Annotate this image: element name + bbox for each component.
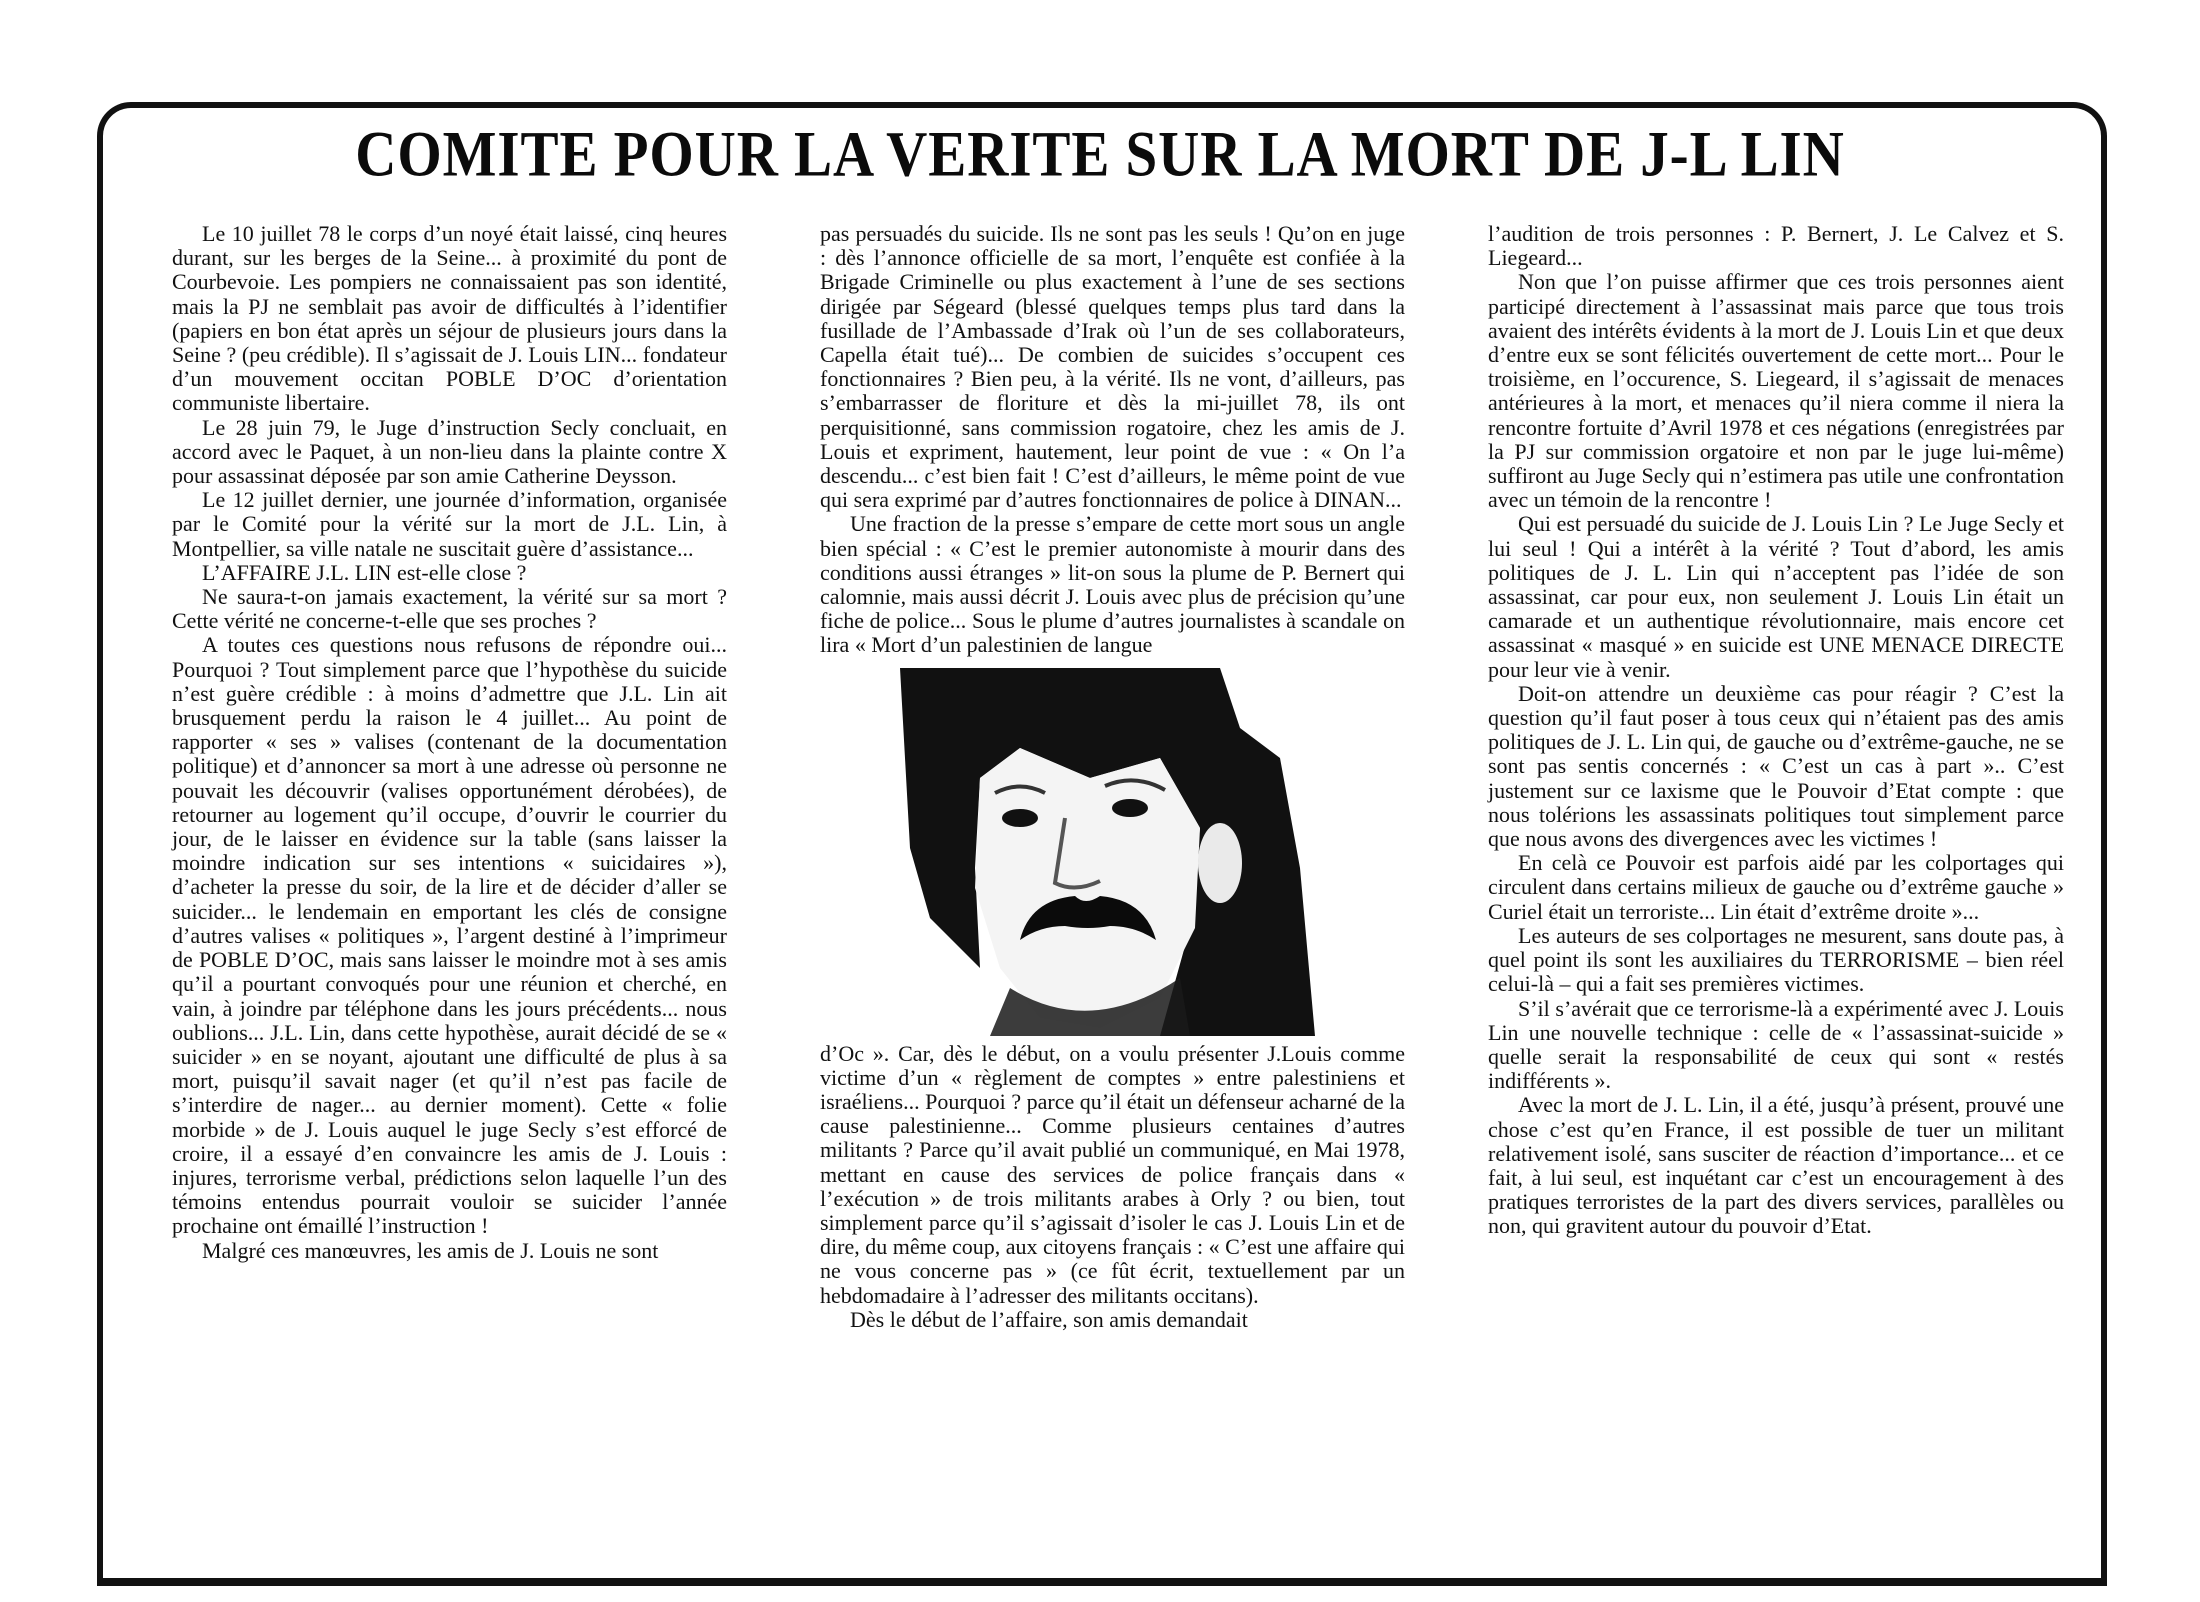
paragraph: Le 10 juillet 78 le corps d’un noyé était laissé, cinq heures durant, sur les berges de la Seine... à proximité du pont de Courbevoie. Les pompiers ne connaissaient pas son identité, mais la PJ ne semblait pas avoir de difficultés à l’identifier (papiers en bon état après un séjour de plusieurs jours dans la Seine ? (peu crédible). Il s’agissait de J. Louis LIN... fondateur d’un mouvement occitan POBLE D’OC d’orientation communiste libertaire. — [172, 221, 727, 416]
paragraph: Le 12 juillet dernier, une journée d’information, organisée par le Comité pour la vérité sur la mort de J.L. Lin, à Montpellier, sa ville natale ne suscitait guère d’assistance... — [172, 487, 727, 561]
column-2 — [820, 222, 1405, 1332]
article-headline: COMITE POUR LA VERITE SUR LA MORT DE J-L LIN — [355, 119, 1845, 191]
paragraph: Malgré ces manœuvres, les amis de J. Louis ne sont — [202, 1237, 659, 1263]
portrait-image-icon — [860, 668, 1320, 1036]
paragraph: Ne saura-t-on jamais exactement, la vérité sur sa mort ? Cette vérité ne concerne-t-elle que ses proches ? — [172, 584, 727, 634]
column-1 — [172, 222, 727, 1263]
paragraph: l’audition de trois personnes : P. Bernert, J. Le Calvez et S. Liegeard... — [1488, 221, 2064, 271]
paragraph: Le 28 juin 79, le Juge d’instruction Secly concluait, en accord avec le Paquet, à un non-lieu dans la plainte contre X pour assassinat déposée par son amie Catherine Deysson. — [172, 414, 727, 489]
paragraph: pas persuadés du suicide. Ils ne sont pas les seuls ! Qu’on en juge : dès l’annonce officielle de sa mort, l’enquête est confiée à la Brigade Criminelle ou plus exactement à l’une de ses sections dirigée par Ségeard (blessé quelques temps plus tard dans la fusillade de l’Ambassade d’Irak où l’un de ses collaborateurs, Capella était tué)... De combien de suicides s’occupent ces fonctionnaires ? Bien peu, à la vérité. Ils ne vont, d’ailleurs, pas s’embarrasser de floriture et dès la mi-juillet 78, ils ont perquisitionné, sans commission rogatoire, chez les amis de J. Louis et expriment, hautement, leur point de vue : « On l’a descendu... c’est bien fait ! C’est d’ailleurs, le même point de vue qui sera exprimé par d’autres fonctionnaires de police à DINAN... — [820, 221, 1405, 513]
column-3 — [1488, 222, 2064, 1239]
paragraph: Les auteurs de ses colportages ne mesurent, sans doute pas, à quel point ils sont les auxiliaires du TERRORISME – bien réel celui-là – qui a fait ses premières victimes. — [1488, 922, 2064, 997]
paragraph: Qui est persuadé du suicide de J. Louis Lin ? Le Juge Secly et lui seul ! Qui a intérêt à la vérité ? Tout d’abord, les amis politiques de J. L. Lin qui n’acceptent pas l’idée de son assassinat, car pour eux, non seulement J. Louis Lin était un camarade et un authentique révolutionnaire, mais encore cet assassinat « masqué » en suicide est UNE MENACE DIRECTE pour leur vie à venir. — [1488, 511, 2064, 682]
paragraph: En celà ce Pouvoir est parfois aidé par les colportages qui circulent dans certains milieux de gauche ou d’extrême gauche » Curiel était un terroriste... Lin était d’extrême droite »... — [1488, 850, 2064, 924]
paragraph: Dès le début de l’affaire, son amis demandait — [850, 1306, 1248, 1332]
paragraph: Non que l’on puisse affirmer que ces trois personnes aient participé directement à l’assassinat mais parce que tous trois avaient des intérêts évidents à la mort de J. Louis Lin et que deux d’entre eux se sont félicités ouvertement de cette mort... Pour le troisième, en l’occurence, S. Liegeard, il s’agissait de menaces antérieures à la mort, et menaces qu’il niera comme il niera la rencontre fortuite d’Avril 1978 et ces négations (enregistrées par la PJ sur commission orgatoire et non par le juge lui-même) suffiront au Juge Secly qui n’estimera pas utile une confrontation avec un témoin de la rencontre ! — [1488, 269, 2064, 513]
paragraph: d’Oc ». Car, dès le début, on a voulu présenter J.Louis comme victime d’un « règlement de comptes » entre palestiniens et israéliens... Pourquoi ? parce qu’il était un défenseur acharné de la cause palestinienne... Comme plusieurs centaines d’autres militants ? Parce qu’il avait publié un communiqué, en Mai 1978, mettant en cause des services de police français dans « l’exécution » de trois militants arabes à Orly ? ou bien, tout simplement parce qu’il s’agissait d’isoler le cas J. Louis Lin et de dire, du même coup, aux citoyens français : « C’est une affaire qui ne vous concerne pas » (ce fût écrit, textuellement par un hebdomadaire à l’adresser des militants occitans). — [820, 1040, 1405, 1308]
portrait-photo — [860, 668, 1320, 1036]
paragraph: S’il s’avérait que ce terrorisme-là a expérimenté avec J. Louis Lin une nouvelle technique : celle de « l’assassinat-suicide » quelle serait la responsabilité de ceux qui sont « restés indifférents ». — [1488, 995, 2064, 1094]
paragraph: Une fraction de la presse s’empare de cette mort sous un angle bien spécial : « C’est le premier autonomiste à mourir dans des conditions aussi étranges » lit-on sous la plume de P. Bernert qui calomnie, mais aussi décrit J. Louis avec plus de précision qu’une fiche de police... Sous le plume d’autres journalistes à scandale on lira « Mort d’un palestinien de langue — [820, 511, 1405, 658]
paragraph: A toutes ces questions nous refusons de répondre oui... Pourquoi ? Tout simplement parce que l’hypothèse du suicide n’est guère crédible : à moins d’admettre que J.L. Lin ait brusquement perdu la raison le 4 juillet... Au point de rapporter « ses » valises (contenant de la documentation politique) et d’annoncer sa mort à une adresse où personne ne pouvait les découvrir (valises opportunément dérobées), de retourner au logement qu’il occupe, d’ouvrir le courrier du jour, de le laisser en évidence sur la table (sans laisser la moindre indication sur ses intentions « suicidaires »), d’acheter la presse du soir, de la lire et de décider d’aller se suicider... le lendemain en emportant les clés de consigne d’autres valises « politiques », l’argent destiné à l’imprimeur de POBLE D’OC, mais sans laisser le moindre mot à ses amis qu’il a pourtant convoqués pour une réunion et cherché, en vain, à joindre par téléphone dans les jours précédents... nous oublions... J.L. Lin, dans cette hypothèse, aurait décidé de se « suicider » en se noyant, ajoutant une difficulté de plus à sa mort, puisqu’il savait nager (et qu’il n’est pas facile de s’interdire de nager... au dernier moment). Cette « folie morbide » de J. Louis auquel le juge Secly s’est efforcé de croire, il a essayé d’en convaincre les amis de J. Louis : injures, terrorisme verbal, prédictions selon laquelle l’un des témoins entendus pourrait vouloir se suicider l’année prochaine ont émaillé l’instruction ! — [172, 632, 727, 1239]
paragraph: Doit-on attendre un deuxième cas pour réagir ? C’est la question qu’il faut poser à tous ceux qui n’étaient pas des amis politiques de J. L. Lin qui, de gauche ou d’extrême-gauche, ne se sont pas sentis concernés : « C’est un cas à part ».. C’est justement sur ce laxisme que le Pouvoir d’Etat compte : que nous tolérions les assassinats politiques tout simplement parce que nous avons des divergences avec les victimes ! — [1488, 680, 2064, 852]
subheading-question: L’AFFAIRE J.L. LIN est-elle close ? — [202, 559, 527, 585]
paragraph: Avec la mort de J. L. Lin, il a été, jusqu’à présent, prouvé une chose c’est qu’en France, il est possible de tuer un militant relativement isolé, sans susciter de réaction d’importance... et ce fait, à lui seul, est inquétant car c’est un encouragement à des pratiques terroristes de la part des divers services, parallèles ou non, qui gravitent autour du pouvoir d’Etat. — [1488, 1092, 2064, 1239]
bottom-rule — [97, 1578, 2107, 1586]
